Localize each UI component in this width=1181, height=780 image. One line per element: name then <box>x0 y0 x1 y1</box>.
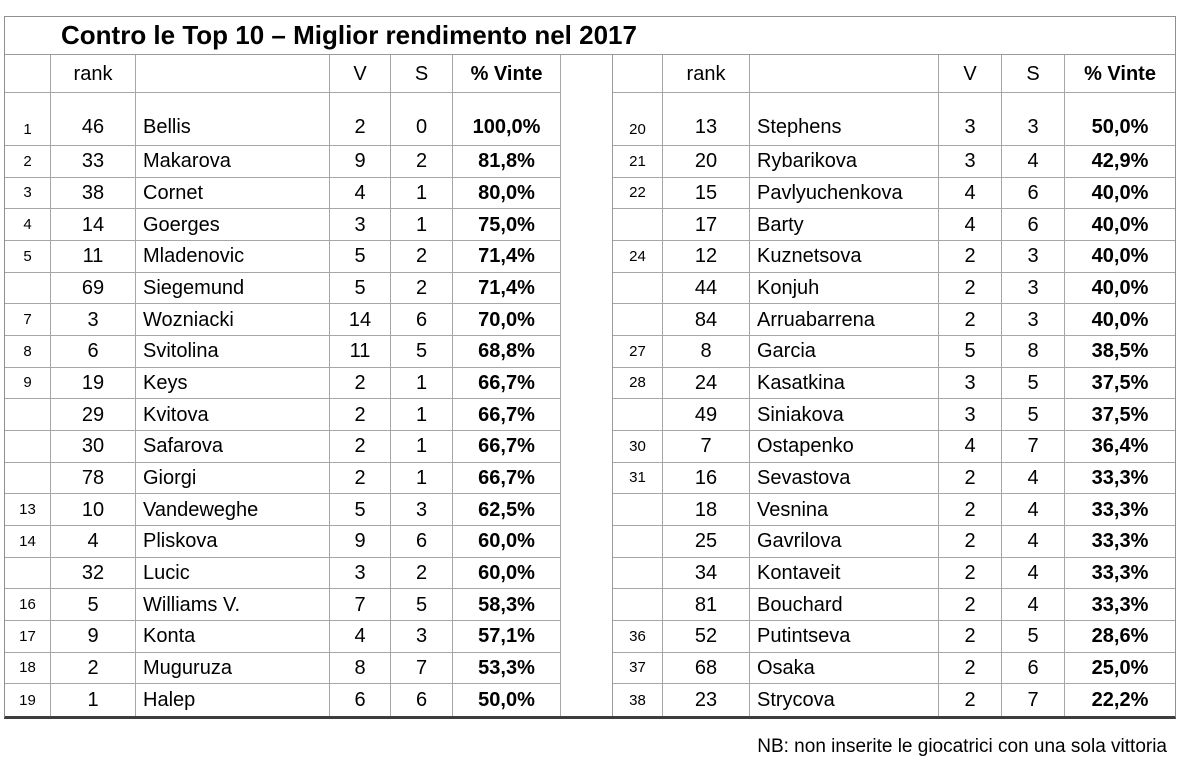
pos-cell: 24 <box>613 241 663 273</box>
s-cell: 5 <box>1002 399 1065 431</box>
v-cell: 2 <box>939 653 1002 685</box>
pct-cell: 40,0% <box>1065 209 1175 241</box>
v-cell: 2 <box>939 273 1002 305</box>
pct-cell: 28,6% <box>1065 621 1175 653</box>
v-cell: 2 <box>330 463 391 495</box>
pct-cell: 36,4% <box>1065 431 1175 463</box>
s-cell: 1 <box>391 368 453 400</box>
v-cell: 5 <box>330 494 391 526</box>
rank-cell: 15 <box>663 178 750 210</box>
pct-cell: 62,5% <box>453 494 561 526</box>
v-cell: 2 <box>939 304 1002 336</box>
name-cell: Konjuh <box>750 273 939 305</box>
pos-cell: 28 <box>613 368 663 400</box>
name-cell: Kasatkina <box>750 368 939 400</box>
name-cell: Kuznetsova <box>750 241 939 273</box>
pct-cell: 75,0% <box>453 209 561 241</box>
name-cell: Williams V. <box>136 589 330 621</box>
rank-cell: 52 <box>663 621 750 653</box>
v-cell: 3 <box>939 93 1002 146</box>
s-cell: 7 <box>391 653 453 685</box>
v-cell: 4 <box>939 209 1002 241</box>
pos-cell: 31 <box>613 463 663 495</box>
pos-cell: 17 <box>5 621 51 653</box>
pct-cell: 100,0% <box>453 93 561 146</box>
pos-cell <box>5 399 51 431</box>
name-header-cell <box>136 55 330 93</box>
rank-cell: 14 <box>51 209 136 241</box>
pct-cell: 33,3% <box>1065 494 1175 526</box>
v-cell: 4 <box>330 621 391 653</box>
s-cell: 2 <box>391 558 453 590</box>
pct-cell: 40,0% <box>1065 178 1175 210</box>
v-cell: 6 <box>330 684 391 716</box>
name-cell: Siegemund <box>136 273 330 305</box>
pos-cell: 22 <box>613 178 663 210</box>
rank-cell: 10 <box>51 494 136 526</box>
pos-cell <box>5 463 51 495</box>
pos-cell <box>613 526 663 558</box>
pct-cell: 33,3% <box>1065 589 1175 621</box>
s-cell: 7 <box>1002 684 1065 716</box>
pct-cell: 50,0% <box>453 684 561 716</box>
table-title <box>5 17 1175 55</box>
v-header-cell: V <box>330 55 391 93</box>
pos-cell: 21 <box>613 146 663 178</box>
s-cell: 8 <box>1002 336 1065 368</box>
rank-cell: 38 <box>51 178 136 210</box>
pct-cell: 40,0% <box>1065 273 1175 305</box>
s-cell: 6 <box>1002 178 1065 210</box>
footnote: NB: non inserite le giocatrici con una sola vittoria <box>757 736 1167 757</box>
s-header-cell: S <box>391 55 453 93</box>
pct-cell: 33,3% <box>1065 526 1175 558</box>
pos-cell <box>613 209 663 241</box>
pct-cell: 71,4% <box>453 241 561 273</box>
rank-cell: 49 <box>663 399 750 431</box>
pct-cell: 38,5% <box>1065 336 1175 368</box>
name-cell: Bouchard <box>750 589 939 621</box>
name-cell: Barty <box>750 209 939 241</box>
rank-cell: 13 <box>663 93 750 146</box>
rank-cell: 18 <box>663 494 750 526</box>
name-cell: Garcia <box>750 336 939 368</box>
name-cell: Kvitova <box>136 399 330 431</box>
v-cell: 2 <box>939 241 1002 273</box>
pos-cell: 2 <box>5 146 51 178</box>
pct-cell: 58,3% <box>453 589 561 621</box>
name-cell: Bellis <box>136 93 330 146</box>
pct-cell: 70,0% <box>453 304 561 336</box>
stats-spreadsheet <box>4 16 1176 719</box>
s-cell: 4 <box>1002 463 1065 495</box>
pos-cell: 16 <box>5 589 51 621</box>
pos-header-cell <box>613 55 663 93</box>
rank-header-cell: rank <box>51 55 136 93</box>
rank-cell: 68 <box>663 653 750 685</box>
pos-header-cell <box>5 55 51 93</box>
pos-cell: 20 <box>613 93 663 146</box>
rank-cell: 20 <box>663 146 750 178</box>
name-cell: Siniakova <box>750 399 939 431</box>
pos-cell: 1 <box>5 93 51 146</box>
pct-cell: 66,7% <box>453 399 561 431</box>
name-cell: Kontaveit <box>750 558 939 590</box>
v-cell: 3 <box>939 399 1002 431</box>
rank-cell: 25 <box>663 526 750 558</box>
table-gap-divider <box>561 55 613 716</box>
v-cell: 4 <box>939 431 1002 463</box>
rank-cell: 16 <box>663 463 750 495</box>
name-cell: Pliskova <box>136 526 330 558</box>
v-cell: 2 <box>939 621 1002 653</box>
pct-cell: 66,7% <box>453 368 561 400</box>
rank-cell: 12 <box>663 241 750 273</box>
pos-cell: 4 <box>5 209 51 241</box>
s-cell: 4 <box>1002 494 1065 526</box>
pos-cell <box>5 431 51 463</box>
pct-cell: 60,0% <box>453 558 561 590</box>
rank-cell: 44 <box>663 273 750 305</box>
pos-cell: 38 <box>613 684 663 716</box>
v-cell: 2 <box>939 463 1002 495</box>
v-cell: 2 <box>939 494 1002 526</box>
s-cell: 5 <box>391 589 453 621</box>
s-cell: 2 <box>391 241 453 273</box>
s-cell: 1 <box>391 209 453 241</box>
v-cell: 14 <box>330 304 391 336</box>
name-cell: Makarova <box>136 146 330 178</box>
s-cell: 1 <box>391 399 453 431</box>
v-cell: 2 <box>939 589 1002 621</box>
pct-cell: 57,1% <box>453 621 561 653</box>
v-cell: 2 <box>939 558 1002 590</box>
s-cell: 3 <box>391 494 453 526</box>
v-cell: 5 <box>939 336 1002 368</box>
pos-cell: 37 <box>613 653 663 685</box>
name-cell: Safarova <box>136 431 330 463</box>
rank-cell: 7 <box>663 431 750 463</box>
ranking-table-right <box>613 55 1175 716</box>
pct-header-cell: % Vinte <box>453 55 561 93</box>
pos-cell: 7 <box>5 304 51 336</box>
s-cell: 3 <box>391 621 453 653</box>
rank-cell: 17 <box>663 209 750 241</box>
pos-cell <box>613 304 663 336</box>
pct-cell: 68,8% <box>453 336 561 368</box>
pct-cell: 50,0% <box>1065 93 1175 146</box>
name-cell: Stephens <box>750 93 939 146</box>
pos-cell: 36 <box>613 621 663 653</box>
name-cell: Arruabarrena <box>750 304 939 336</box>
name-cell: Mladenovic <box>136 241 330 273</box>
s-cell: 6 <box>1002 209 1065 241</box>
rank-cell: 3 <box>51 304 136 336</box>
s-cell: 6 <box>1002 653 1065 685</box>
name-cell: Sevastova <box>750 463 939 495</box>
name-cell: Halep <box>136 684 330 716</box>
rank-header-cell: rank <box>663 55 750 93</box>
name-cell: Gavrilova <box>750 526 939 558</box>
pct-cell: 53,3% <box>453 653 561 685</box>
v-cell: 2 <box>330 431 391 463</box>
s-cell: 6 <box>391 684 453 716</box>
v-cell: 9 <box>330 146 391 178</box>
s-cell: 4 <box>1002 526 1065 558</box>
v-cell: 3 <box>939 146 1002 178</box>
s-cell: 6 <box>391 526 453 558</box>
s-cell: 1 <box>391 178 453 210</box>
v-cell: 8 <box>330 653 391 685</box>
s-cell: 2 <box>391 273 453 305</box>
pos-cell: 18 <box>5 653 51 685</box>
name-cell: Muguruza <box>136 653 330 685</box>
pct-cell: 40,0% <box>1065 241 1175 273</box>
v-cell: 2 <box>330 399 391 431</box>
s-cell: 1 <box>391 463 453 495</box>
pct-cell: 71,4% <box>453 273 561 305</box>
rank-cell: 78 <box>51 463 136 495</box>
rank-cell: 24 <box>663 368 750 400</box>
pos-cell <box>5 558 51 590</box>
v-cell: 5 <box>330 241 391 273</box>
v-cell: 2 <box>939 684 1002 716</box>
s-header-cell: S <box>1002 55 1065 93</box>
pos-cell: 13 <box>5 494 51 526</box>
s-cell: 5 <box>391 336 453 368</box>
pos-cell <box>613 494 663 526</box>
rank-cell: 19 <box>51 368 136 400</box>
s-cell: 3 <box>1002 93 1065 146</box>
pct-cell: 33,3% <box>1065 463 1175 495</box>
pos-cell <box>5 273 51 305</box>
pct-cell: 80,0% <box>453 178 561 210</box>
s-cell: 3 <box>1002 241 1065 273</box>
rank-cell: 81 <box>663 589 750 621</box>
s-cell: 4 <box>1002 589 1065 621</box>
name-cell: Vandeweghe <box>136 494 330 526</box>
v-cell: 2 <box>939 526 1002 558</box>
pos-cell: 8 <box>5 336 51 368</box>
rank-cell: 30 <box>51 431 136 463</box>
name-cell: Svitolina <box>136 336 330 368</box>
pos-cell: 27 <box>613 336 663 368</box>
pos-cell: 3 <box>5 178 51 210</box>
rank-cell: 29 <box>51 399 136 431</box>
rank-cell: 34 <box>663 558 750 590</box>
name-cell: Cornet <box>136 178 330 210</box>
s-cell: 4 <box>1002 146 1065 178</box>
pct-cell: 40,0% <box>1065 304 1175 336</box>
pct-cell: 60,0% <box>453 526 561 558</box>
v-cell: 11 <box>330 336 391 368</box>
s-cell: 7 <box>1002 431 1065 463</box>
v-cell: 9 <box>330 526 391 558</box>
v-cell: 5 <box>330 273 391 305</box>
pos-cell <box>613 399 663 431</box>
s-cell: 4 <box>1002 558 1065 590</box>
v-cell: 2 <box>330 93 391 146</box>
rank-cell: 2 <box>51 653 136 685</box>
rank-cell: 8 <box>663 336 750 368</box>
rank-cell: 46 <box>51 93 136 146</box>
pos-cell: 19 <box>5 684 51 716</box>
rank-cell: 4 <box>51 526 136 558</box>
rank-cell: 5 <box>51 589 136 621</box>
pct-cell: 42,9% <box>1065 146 1175 178</box>
pos-cell <box>613 589 663 621</box>
rank-cell: 84 <box>663 304 750 336</box>
pct-cell: 37,5% <box>1065 368 1175 400</box>
s-cell: 1 <box>391 431 453 463</box>
s-cell: 0 <box>391 93 453 146</box>
s-cell: 3 <box>1002 304 1065 336</box>
table-title-text: Contro le Top 10 – Miglior rendimento nel 2017 <box>61 20 637 50</box>
name-cell: Giorgi <box>136 463 330 495</box>
name-cell: Lucic <box>136 558 330 590</box>
pct-cell: 22,2% <box>1091 689 1149 712</box>
rank-cell: 11 <box>51 241 136 273</box>
pos-cell: 14 <box>5 526 51 558</box>
v-cell: 4 <box>330 178 391 210</box>
pct-cell: 25,0% <box>1065 653 1175 685</box>
name-cell: Putintseva <box>750 621 939 653</box>
name-cell: Pavlyuchenkova <box>750 178 939 210</box>
v-header-cell: V <box>939 55 1002 93</box>
pct-header-cell: % Vinte <box>1065 55 1175 93</box>
pos-cell: 9 <box>5 368 51 400</box>
rank-cell: 1 <box>51 684 136 716</box>
name-cell: Rybarikova <box>750 146 939 178</box>
v-cell: 3 <box>939 368 1002 400</box>
pos-cell <box>613 273 663 305</box>
s-cell: 6 <box>391 304 453 336</box>
pct-cell: 81,8% <box>453 146 561 178</box>
v-cell: 2 <box>330 368 391 400</box>
name-cell: Vesnina <box>750 494 939 526</box>
rank-cell: 9 <box>51 621 136 653</box>
name-header-cell <box>750 55 939 93</box>
name-cell: Wozniacki <box>136 304 330 336</box>
name-cell: Keys <box>136 368 330 400</box>
name-cell: Strycova <box>750 684 939 716</box>
v-cell: 3 <box>330 209 391 241</box>
name-cell: Osaka <box>750 653 939 685</box>
s-cell: 5 <box>1002 368 1065 400</box>
rank-cell: 32 <box>51 558 136 590</box>
s-cell: 3 <box>1002 273 1065 305</box>
rank-cell: 69 <box>51 273 136 305</box>
v-cell: 4 <box>939 178 1002 210</box>
rank-cell: 6 <box>51 336 136 368</box>
table-body <box>5 55 1175 716</box>
s-cell: 2 <box>391 146 453 178</box>
name-cell: Goerges <box>136 209 330 241</box>
rank-cell: 33 <box>51 146 136 178</box>
rank-cell: 23 <box>663 684 750 716</box>
pos-cell: 5 <box>5 241 51 273</box>
name-cell: Konta <box>136 621 330 653</box>
pct-cell: 33,3% <box>1065 558 1175 590</box>
pct-cell: 66,7% <box>453 463 561 495</box>
v-cell: 7 <box>330 589 391 621</box>
pct-cell: 37,5% <box>1065 399 1175 431</box>
pos-cell <box>613 558 663 590</box>
v-cell: 3 <box>330 558 391 590</box>
name-cell: Ostapenko <box>750 431 939 463</box>
pos-cell: 30 <box>613 431 663 463</box>
pct-cell: 66,7% <box>453 431 561 463</box>
ranking-table-left <box>5 55 561 716</box>
s-cell: 5 <box>1002 621 1065 653</box>
